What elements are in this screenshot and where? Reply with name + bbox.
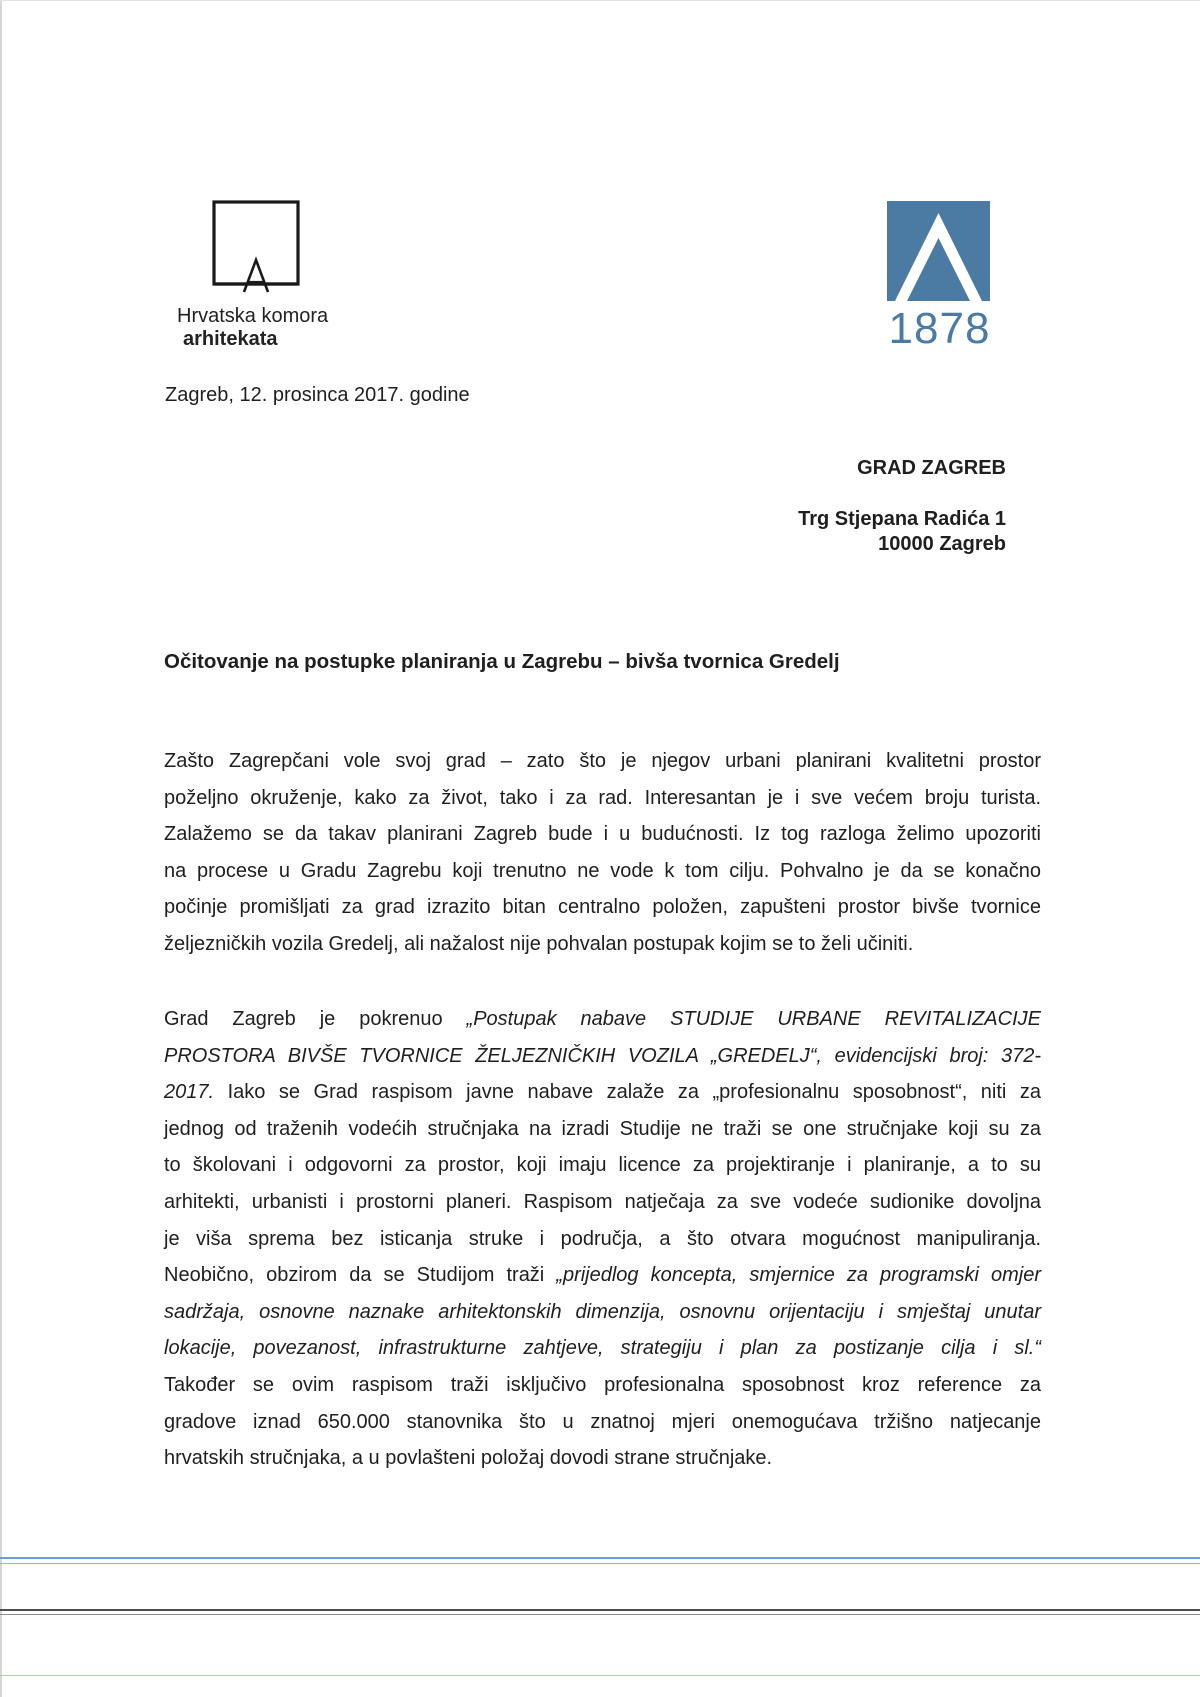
paragraph-line <box>164 1038 1041 1075</box>
text-italic: sadržaja, osnovne naznake arhitektonskih dimenzija, osnovnu orijentaciju i smještaj unutar <box>164 1300 1041 1323</box>
footer-rule-bottom <box>0 1675 1200 1676</box>
footer-rule-blue-thin <box>0 1563 1200 1564</box>
body-paragraph-2 <box>164 1001 1041 1477</box>
paragraph-line <box>164 1330 1041 1367</box>
hka-org-name <box>177 305 328 351</box>
text-plain: Neobično, obzirom da se Studijom traži <box>164 1264 557 1287</box>
paragraph-line: arhitekti, urbanisti i prostorni planeri. Raspisom natječaja za sve vodeće sudionike dovoljna <box>164 1190 1041 1213</box>
body-paragraph-1 <box>164 743 1041 963</box>
footer-rule-dark <box>0 1609 1200 1611</box>
text-italic: „prijedlog koncepta, smjernice za programski omjer <box>556 1264 1041 1287</box>
recipient-address-line1: Trg Stjepana Radića 1 <box>798 508 1006 530</box>
letter-date: Zagreb, 12. prosinca 2017. godine <box>165 384 470 406</box>
hka-square-a-icon <box>212 200 300 293</box>
paragraph-line <box>164 1294 1041 1331</box>
text-plain: Grad Zagreb je pokrenuo <box>164 1008 467 1030</box>
text-italic: PROSTORA BIVŠE TVORNICE ŽELJEZNIČKIH VOZILA „GREDELJ“, evidencijski broj: 372- <box>164 1044 1041 1067</box>
footer-rule-blue <box>0 1557 1200 1559</box>
paragraph-line: to školovani i odgovorni za prostor, koji imaju licence za projektiranje i planiranje, a to su <box>164 1154 1041 1177</box>
letter-subject: Očitovanje na postupke planiranja u Zagrebu – bivša tvornica Gredelj <box>164 650 840 673</box>
paragraph-line: hrvatskih stručnjaka, a u povlašteni položaj dovodi strane stručnjake. <box>164 1447 773 1470</box>
footer-rule-gray <box>0 1614 1200 1615</box>
paragraph-line: jednog od traženih vodećih stručnjaka na izradi Studije ne traži se one stručnjake koji su za <box>164 1117 1041 1140</box>
paragraph-line: na procese u Gradu Zagrebu koji trenutno ne vode k tom cilju. Pohvalno je da se konačno <box>164 859 1041 882</box>
text-plain: Iako se Grad raspisom javne nabave zalaže za „profesionalnu sposobnost“, niti za <box>214 1081 1041 1104</box>
hka-org-line1: Hrvatska komora <box>177 305 329 327</box>
paragraph-line: Također se ovim raspisom traži isključivo profesionalna sposobnost kroz reference za <box>164 1373 1041 1396</box>
scan-edge-top <box>0 0 1200 1</box>
paragraph-line: Zašto Zagrepčani vole svoj grad – zato što je njegov urbani planirani kvalitetni prostor <box>164 750 1041 772</box>
recipient-name: GRAD ZAGREB <box>857 457 1006 479</box>
paragraph-line: je viša sprema bez isticanja struke i područja, a što otvara mogućnost manipuliranja. <box>164 1227 1041 1250</box>
text-italic: 2017. <box>164 1081 215 1104</box>
a-1878-logo <box>887 201 991 353</box>
text-italic: lokacije, povezanost, infrastrukturne zahtjeve, strategiju i plan za postizanje cilja i sl.“ <box>164 1337 1041 1360</box>
paragraph-line: gradove iznad 650.000 stanovnika što u znatnoj mjeri onemogućava tržišno natjecanje <box>164 1410 1041 1433</box>
recipient-address-line2: 10000 Zagreb <box>878 533 1006 555</box>
scan-edge <box>0 0 2 1697</box>
paragraph-line: željezničkih vozila Gredelj, ali nažalost nije pohvalan postupak kojim se to želi učiniti. <box>164 932 914 955</box>
blue-a-triangle-icon <box>887 201 990 301</box>
text-italic: „Postupak nabave STUDIJE URBANE REVITALIZACIJE <box>466 1008 1041 1030</box>
paragraph-line: počinje promišljati za grad izrazito bitan centralno položen, zapušteni prostor bivše tvornice <box>164 896 1041 919</box>
paragraph-line <box>164 1001 1041 1038</box>
paragraph-line <box>164 1257 1041 1294</box>
recipient-address <box>798 507 1006 557</box>
paragraph-line <box>164 1074 1041 1111</box>
paragraph-line: Zalažemo se da takav planirani Zagreb bude i u budućnosti. Iz tog razloga želimo upozoriti <box>164 823 1041 846</box>
paragraph-line: poželjno okruženje, kako za život, tako i za rad. Interesantan je i sve većem broju turista. <box>164 786 1041 809</box>
logo-year: 1878 <box>888 304 991 353</box>
hka-org-line2: arhitekata <box>183 328 278 350</box>
